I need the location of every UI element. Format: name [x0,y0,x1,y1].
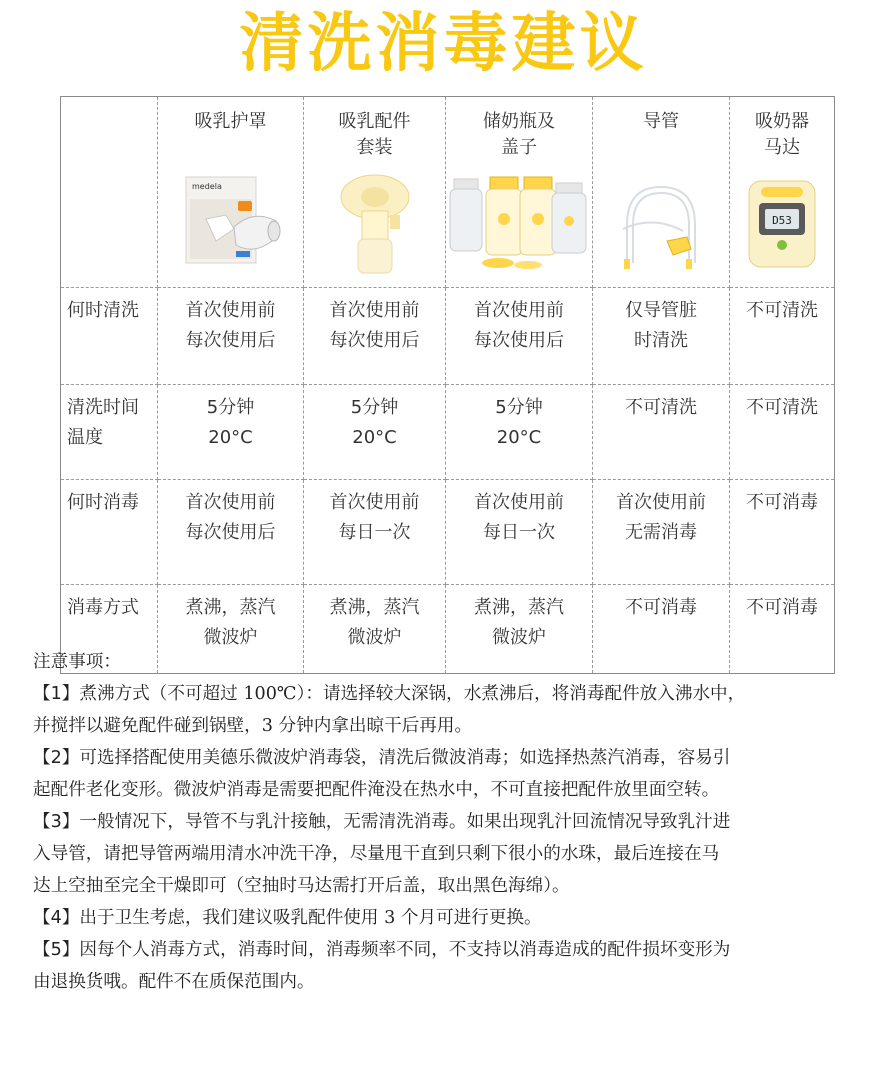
table-cell: 首次使用前 每日一次 [446,480,593,585]
column-label: 吸乳配件 [338,111,411,132]
row-label: 清洗时间 温度 [61,385,158,480]
note-item-2: 【2】可选择搭配使用美德乐微波炉消毒袋，清洗后微波消毒；如选择热蒸汽消毒，容易引 [33,748,731,768]
table-cell: 不可消毒 [730,585,835,674]
column-header-bottles [446,97,593,288]
row-label: 何时消毒 [61,480,158,585]
row-label: 消毒方式 [61,585,158,674]
note-item-2-cont: 起配件老化变形。微波炉消毒是需要把配件淹没在热水中，不可直接把配件放里面空转。 [33,780,720,800]
breast-shield-box-image [176,169,286,269]
bottles-image [448,175,590,271]
corner-cell [61,97,158,288]
motor-image [747,179,817,269]
notes-heading: 注意事项： [33,652,121,672]
tubing-image [613,175,709,271]
table-cell: 不可清洗 [730,385,835,480]
column-label: 吸奶器 [755,111,809,132]
brand-label: medela [191,182,222,191]
column-label: 储奶瓶及 [483,111,555,132]
table-row [61,480,835,585]
table-cell: 首次使用前 每次使用后 [158,288,304,385]
table-row [61,385,835,480]
note-item-3: 【3】一般情况下，导管不与乳汁接触，无需清洗消毒。如果出现乳汁回流情况导致乳汁进 [33,812,731,832]
notes-section [33,646,863,998]
column-label: 套装 [356,137,393,158]
column-label: 马达 [764,137,800,158]
table-cell: 煮沸，蒸汽 微波炉 [446,585,593,674]
table-cell: 不可消毒 [730,480,835,585]
column-label: 吸乳护罩 [194,111,267,132]
table-cell: 5分钟 20°C [304,385,446,480]
table-cell: 不可清洗 [730,288,835,385]
table-cell: 首次使用前 无需消毒 [593,480,730,585]
table-cell: 不可消毒 [593,585,730,674]
column-header-tubing [593,97,730,288]
cleaning-table [60,96,835,674]
table-row [61,288,835,385]
table-cell: 5分钟 20°C [158,385,304,480]
column-header-motor [730,97,835,288]
column-header-pump-kit [304,97,446,288]
note-item-1: 【1】煮沸方式（不可超过 100℃）：请选择较大深锅，水煮沸后，将消毒配件放入沸水中， [33,684,746,704]
table-cell: 首次使用前 每日一次 [304,480,446,585]
table-cell: 首次使用前 每次使用后 [446,288,593,385]
column-label: 导管 [643,111,679,132]
page-title: 清洗消毒建议 [239,7,648,81]
motor-display: D53 [772,214,792,227]
note-item-3-cont: 达上空抽至完全干燥即可（空抽时马达需打开后盖，取出黑色海绵）。 [33,876,570,896]
note-item-5: 【5】因每个人消毒方式，消毒时间，消毒频率不同，不支持以消毒造成的配件损坏变形为 [33,940,731,960]
table-cell: 煮沸，蒸汽 微波炉 [304,585,446,674]
note-item-3-cont: 入导管，请把导管两端用清水冲洗干净，尽量甩干直到只剩下很小的水珠，最后连接在马 [33,844,720,864]
table-cell: 煮沸，蒸汽 微波炉 [158,585,304,674]
column-header-breast-shield [158,97,304,288]
table-cell: 仅导管脏 时清洗 [593,288,730,385]
table-cell: 首次使用前 每次使用后 [304,288,446,385]
table-cell: 5分钟 20°C [446,385,593,480]
row-label: 何时清洗 [61,288,158,385]
table-cell: 首次使用前 每次使用后 [158,480,304,585]
note-item-1-cont: 并搅拌以避免配件碰到锅壁，3 分钟内拿出晾干后再用。 [33,716,473,736]
header-row [61,97,835,288]
column-label: 盖子 [501,137,537,158]
note-item-5-cont: 由退换货哦。配件不在质保范围内。 [33,972,315,992]
table-cell: 不可清洗 [593,385,730,480]
pump-kit-image [330,171,420,275]
note-item-4: 【4】出于卫生考虑，我们建议吸乳配件使用 3 个月可进行更换。 [33,908,542,928]
